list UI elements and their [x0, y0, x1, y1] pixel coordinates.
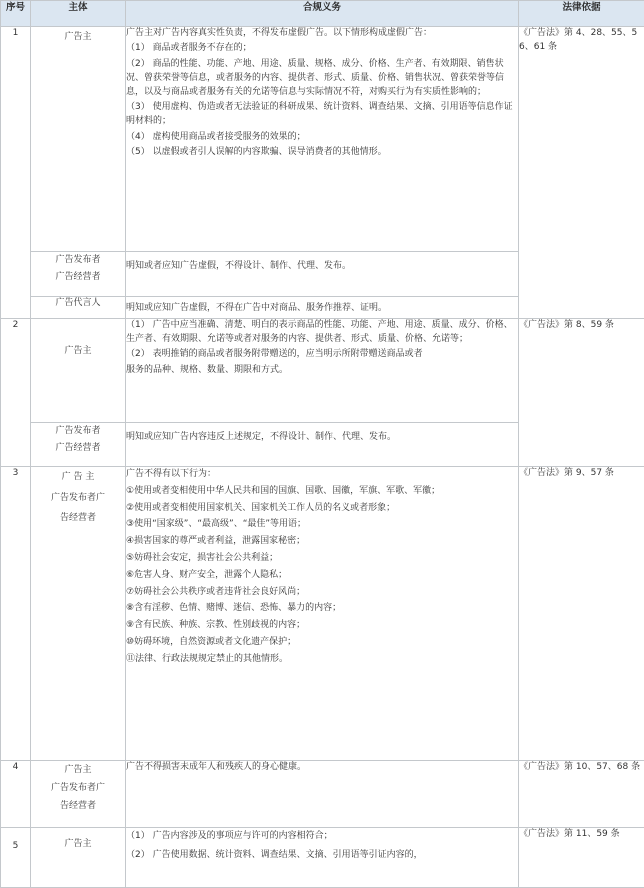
- duty-cell: [126, 467, 519, 761]
- basis-cell: 《广告法》第 4、28、55、56、61 条: [519, 27, 644, 319]
- basis-cell: 《广告法》第 10、57、68 条: [519, 761, 644, 828]
- subject-line: 告经营者: [31, 797, 125, 815]
- header-basis: 法律依据: [519, 1, 644, 27]
- header-subject: 主体: [31, 1, 126, 27]
- duty-cell: [126, 828, 519, 888]
- duty-line: 广告不得有以下行为：: [126, 467, 518, 482]
- subject-line: 广告发布者: [31, 252, 125, 269]
- duty-line: ⑨含有民族、种族、宗教、性别歧视的内容；: [126, 618, 518, 633]
- subject-cell: 广告主: [31, 27, 126, 252]
- subject-line: 广告经营者: [31, 269, 125, 286]
- duty-line: （1） 商品或者服务不存在的；: [126, 42, 518, 56]
- subject-line: 广告经营者: [31, 440, 125, 457]
- duty-line: （2） 表明推销的商品或者服务附带赠送的，应当明示所附带赠送商品或者: [126, 348, 518, 362]
- table-row: [1, 27, 644, 252]
- subject-cell: 广告主: [31, 828, 126, 888]
- subject-line: 广告发布者: [31, 423, 125, 440]
- duty-line: ⑥危害人身、财产安全，泄露个人隐私；: [126, 568, 518, 583]
- duty-line: ⑤妨碍社会安定，损害社会公共利益；: [126, 551, 518, 566]
- subject-cell: 广告代言人: [31, 297, 126, 319]
- table-row: [1, 761, 644, 828]
- seq-cell: 2: [1, 319, 31, 467]
- duty-line: （2） 商品的性能、功能、产地、用途、质量、规格、成分、价格、生产者、有效期限、销售状况、曾获荣誉等信息，或者服务的内容、提供者、形式、质量、价格、销售状况、曾获荣誉等信息，以及与商品或者服务有关的允诺等信息与实际情况不符，对购买行为有实质性影响的；: [126, 58, 518, 100]
- table-row: [1, 319, 644, 423]
- duty-line: （1） 广告内容涉及的事项应与许可的内容相符合；: [126, 828, 518, 845]
- basis-cell: 《广告法》第 11、59 条: [519, 828, 644, 888]
- duty-line: ⑦妨碍社会公共秩序或者违背社会良好风尚；: [126, 585, 518, 600]
- subject-cell: [31, 761, 126, 828]
- duty-line: （1） 广告中应当准确、清楚、明白的表示商品的性能、功能、产地、用途、质量、成分、价格、生产者、有效期限、允诺等或者对服务的内容、提供者、形式、质量、价格、允诺等；: [126, 319, 518, 347]
- seq-cell: 5: [1, 828, 31, 888]
- duty-line: ①使用或者变相使用中华人民共和国的国旗、国歌、国徽，军旗、军歌、军徽；: [126, 484, 518, 499]
- subject-line: 广告主: [31, 761, 125, 779]
- duty-line: （5） 以虚假或者引人误解的内容欺骗、误导消费者的其他情形。: [126, 146, 518, 160]
- table-row: [1, 828, 644, 888]
- duty-line: 服务的品种、规格、数量、期限和方式。: [126, 364, 518, 378]
- duty-cell: [126, 319, 519, 423]
- header-seq: 序号: [1, 1, 31, 27]
- header-duty: 合规义务: [126, 1, 519, 27]
- seq-cell: 4: [1, 761, 31, 828]
- subject-line: 广告发布者广: [31, 488, 125, 509]
- subject-cell: [31, 252, 126, 297]
- duty-line: （2） 广告使用数据、统计资料、调查结果、文摘、引用语等引证内容的，: [126, 847, 518, 864]
- table-row: [1, 467, 644, 761]
- basis-cell: 《广告法》第 9、57 条: [519, 467, 644, 761]
- duty-cell: 广告不得损害未成年人和残疾人的身心健康。: [126, 761, 519, 828]
- header-row: [1, 1, 644, 27]
- seq-cell: 3: [1, 467, 31, 761]
- duty-line: ⑩妨碍环境，自然资源或者文化遗产保护；: [126, 635, 518, 650]
- duty-cell: 明知或应知广告虚假，不得在广告中对商品、服务作推荐、证明。: [126, 297, 519, 319]
- basis-cell: 《广告法》第 8、59 条: [519, 319, 644, 467]
- duty-line: ⑪法律、行政法规规定禁止的其他情形。: [126, 652, 518, 667]
- duty-cell: [126, 27, 519, 252]
- subject-cell: 广告主: [31, 319, 126, 423]
- duty-line: （3） 使用虚构、伪造或者无法验证的科研成果、统计资料、调查结果、文摘、引用语等信息作证明材料的；: [126, 101, 518, 129]
- duty-line: ③使用“国家级”、“最高级”、“最佳”等用语；: [126, 517, 518, 532]
- duty-line: ④损害国家的尊严或者利益，泄露国家秘密；: [126, 534, 518, 549]
- subject-cell: [31, 467, 126, 761]
- subject-cell: [31, 423, 126, 467]
- duty-line: ⑧含有淫秽、色情、赌博、迷信、恐怖、暴力的内容；: [126, 601, 518, 616]
- duty-cell: 明知或者应知广告虚假，不得设计、制作、代理、发布。: [126, 252, 519, 297]
- duty-line: （4） 虚构使用商品或者接受服务的效果的；: [126, 131, 518, 145]
- subject-line: 广告发布者广: [31, 779, 125, 797]
- duty-line: ②使用或者变相使用国家机关、国家机关工作人员的名义或者形象；: [126, 501, 518, 516]
- duty-cell: 明知或应知广告内容违反上述规定，不得设计、制作、代理、发布。: [126, 423, 519, 467]
- subject-line: 告经营者: [31, 508, 125, 529]
- duty-line: 广告主对广告内容真实性负责，不得发布虚假广告。以下情形构成虚假广告：: [126, 27, 518, 41]
- seq-cell: 1: [1, 27, 31, 319]
- subject-line: 广 告 主: [31, 467, 125, 488]
